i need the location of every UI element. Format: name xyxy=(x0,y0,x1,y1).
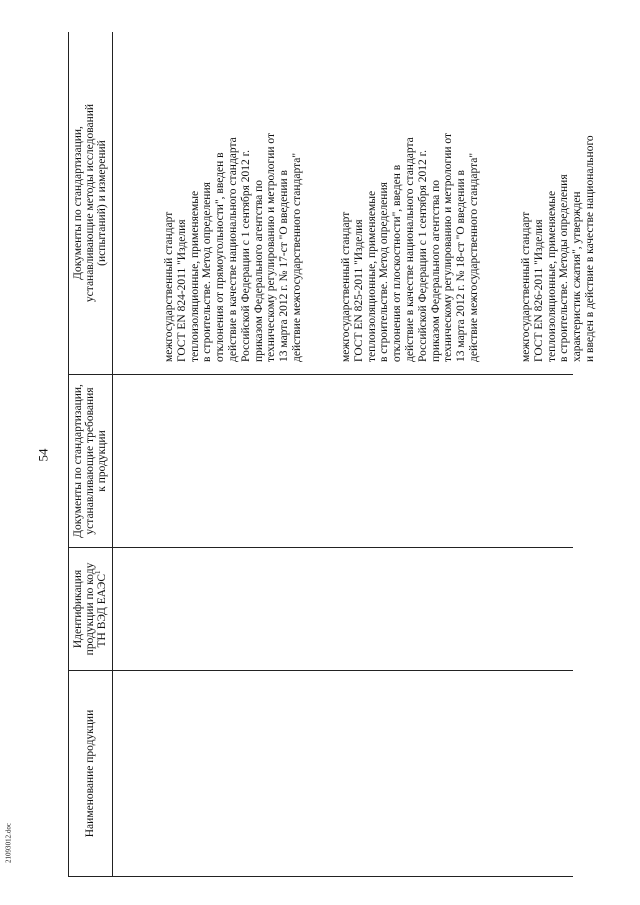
test-method-column-body xyxy=(113,32,596,374)
column-divider xyxy=(68,547,573,548)
footnote-marker: 1 xyxy=(94,570,103,574)
document-code: 2109З012.doc xyxy=(4,823,13,863)
header-product-name: Наименование продукции xyxy=(84,709,96,838)
page-number: 54 xyxy=(35,448,51,462)
standard-entry-gost-en-826: межгосударственный стандарт ГОСТ EN 826-2011 "Изделия теплоизоляционные, применяемые в строительстве. Методы определения характеристик сжатия", утвержден и введен в действие в качестве национального xyxy=(520,135,596,362)
column-divider xyxy=(68,374,573,375)
standards-table xyxy=(68,32,596,877)
header-requirement-standards: Документы по стандартизации, устанавливающие требования к продукции xyxy=(72,384,108,538)
header-tnved-code: Идентификация продукции по коду ТН ВЭД ЕАЭС$^1$ xyxy=(72,562,108,656)
table-border-left xyxy=(68,876,573,877)
standard-entry-gost-en-824: межгосударственный стандарт ГОСТ EN 824-2011 "Изделия теплоизоляционные, применяемые в строительстве. Метод определения отклонения от прямоугольности", введен в действие в качестве национального стандарта Российской Федерации с 1 сентября 2012 г. приказом Федерального агентства по техническому регулированию и метрологии от 13 марта 2012 г. № 17-ст "О введении в действие межгосударственного стандарта" xyxy=(163,132,303,362)
standards-table-wrapper xyxy=(68,32,596,877)
column-divider xyxy=(68,670,573,671)
header-test-method-standards: Документы по стандартизации, устанавливающие методы исследований (испытаний) и измерений xyxy=(72,103,108,303)
standard-entry-gost-en-825: межгосударственный стандарт ГОСТ EN 825-2011 "Изделия теплоизоляционные, применяемые в строительстве. Метод определения отклонения от плоскостности", введен в действие в качестве национального стандарта Российской Федерации с 1 сентября 2012 г. приказом Федерального агентства по техническому регулированию и метрологии от 13 марта 2012 г. № 18-ст "О введении в действие межгосударственного стандарта" xyxy=(340,132,480,362)
